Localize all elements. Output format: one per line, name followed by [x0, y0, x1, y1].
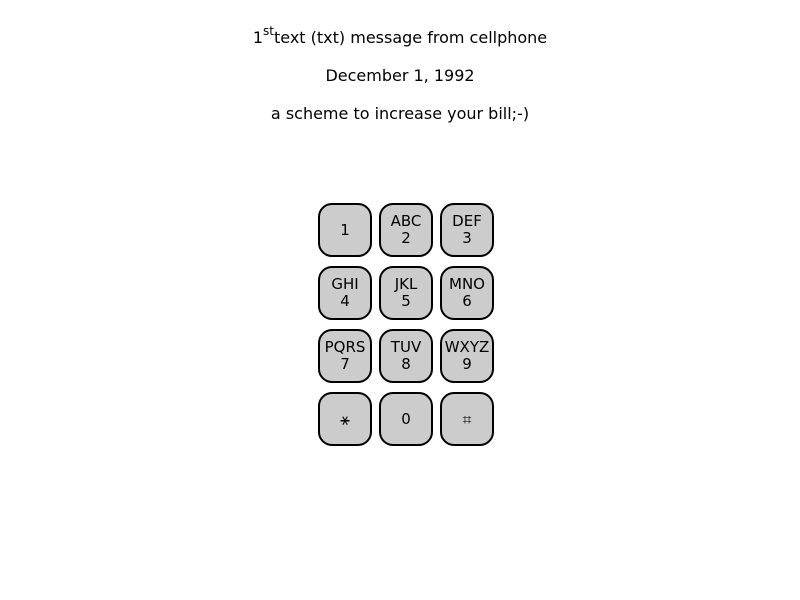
key-9-letters: WXYZ — [444, 338, 490, 356]
key-4-digit: 4 — [340, 292, 350, 310]
key-5-digit: 5 — [401, 292, 411, 310]
key-2-letters: ABC — [390, 212, 422, 230]
title-line — [0, 24, 800, 49]
caption-line: a scheme to increase your bill;-) — [270, 104, 530, 123]
title-ordinal: 1 — [252, 28, 264, 47]
key-9[interactable] — [440, 329, 494, 383]
key-3-letters: DEF — [452, 212, 482, 230]
title-text: text (txt) message from cellphone — [273, 28, 548, 47]
key-5-letters: JKL — [394, 275, 418, 293]
key-6-letters: MNO — [449, 275, 485, 293]
key-0[interactable] — [379, 392, 433, 446]
phone-keypad — [317, 201, 499, 449]
key-3[interactable] — [440, 203, 494, 257]
key-1[interactable] — [318, 203, 372, 257]
key-8-letters: TUV — [390, 338, 422, 356]
date-line: December 1, 1992 — [325, 66, 475, 85]
key-0-digit: 0 — [401, 409, 411, 428]
key-2[interactable] — [379, 203, 433, 257]
key-1-digit: 1 — [340, 220, 350, 239]
key-4[interactable] — [318, 266, 372, 320]
title-ordinal-suffix: st — [263, 24, 274, 38]
key-9-digit: 9 — [462, 355, 472, 373]
key-8-digit: 8 — [401, 355, 411, 373]
asterisk-icon: ⚹ — [340, 409, 350, 429]
key-7[interactable] — [318, 329, 372, 383]
key-3-digit: 3 — [462, 229, 472, 247]
hash-icon: ⌗ — [462, 409, 472, 429]
key-5[interactable] — [379, 266, 433, 320]
key-6[interactable] — [440, 266, 494, 320]
key-hash[interactable] — [440, 392, 494, 446]
key-7-letters: PQRS — [324, 338, 366, 356]
key-2-digit: 2 — [401, 229, 411, 247]
key-6-digit: 6 — [462, 292, 472, 310]
key-4-letters: GHI — [331, 275, 359, 293]
key-8[interactable] — [379, 329, 433, 383]
key-star[interactable] — [318, 392, 372, 446]
key-7-digit: 7 — [340, 355, 350, 373]
